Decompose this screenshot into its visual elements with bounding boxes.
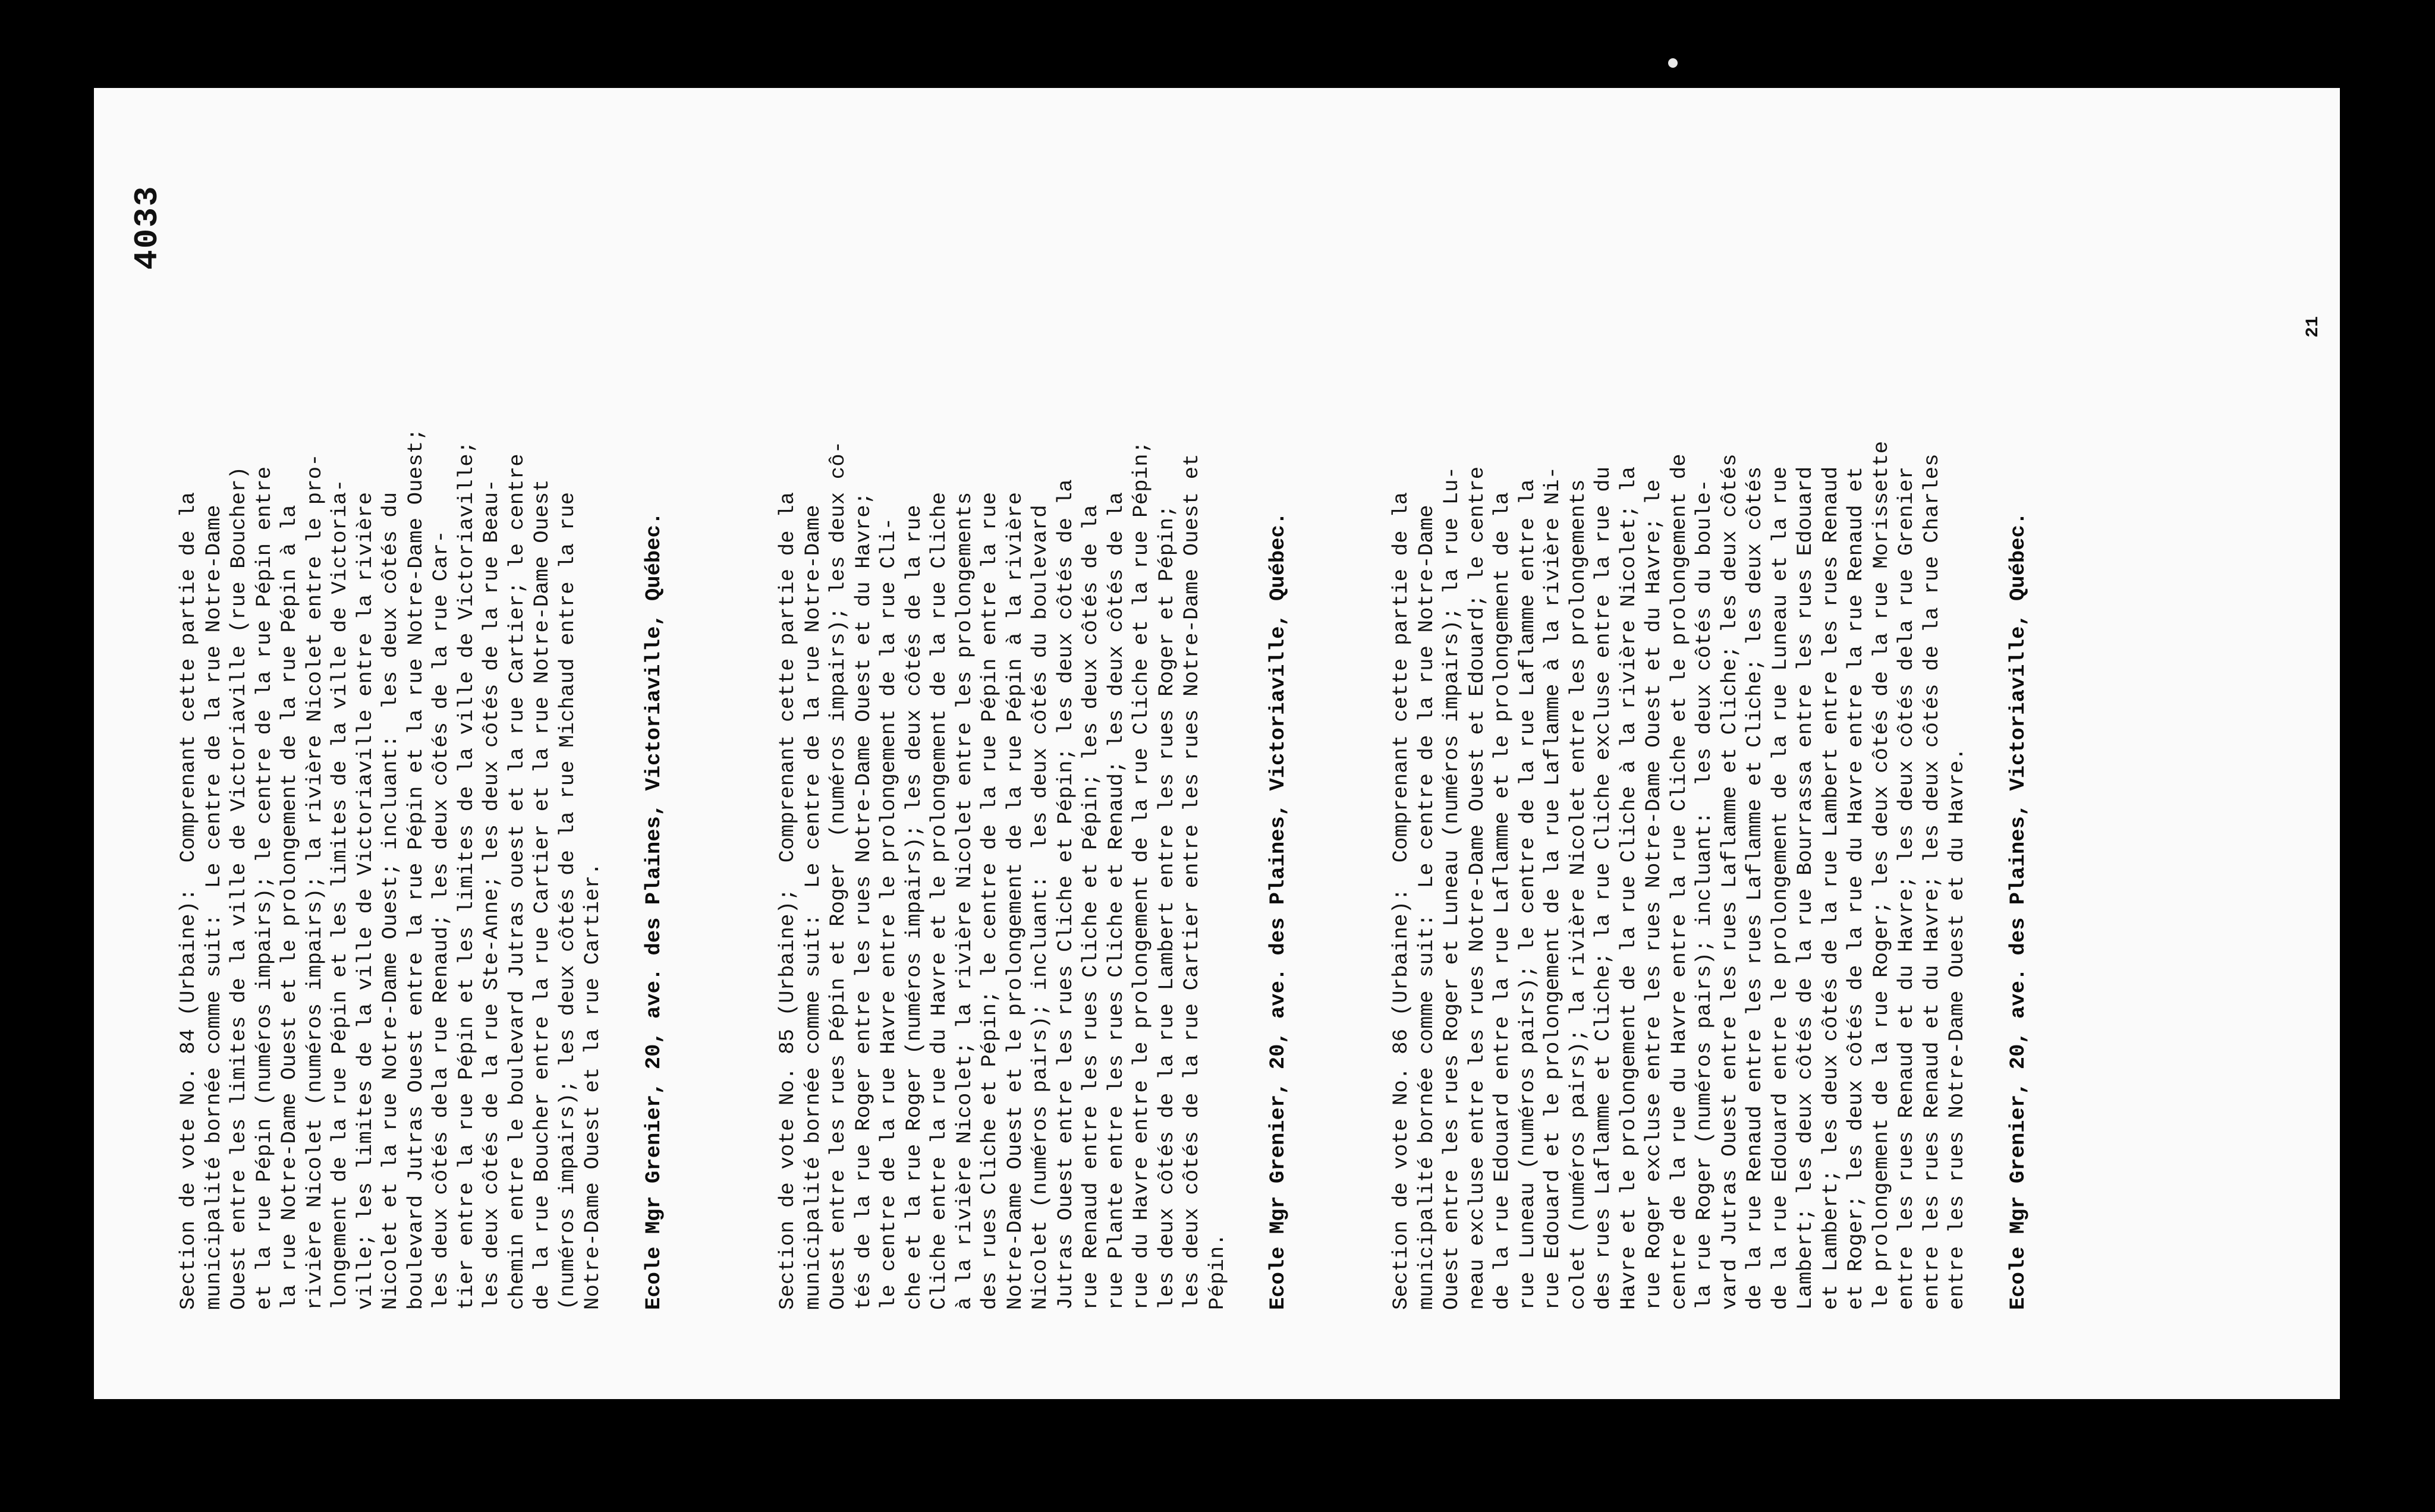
text-line: Jutras Ouest entre les rues Cliche et Pépin; les deux côtés de la — [1053, 479, 1078, 1310]
text-line: Ouest entre les rues Roger et Luneau (numéros impairs); la rue Lu- — [1439, 466, 1464, 1310]
text-line: et Roger; les deux côtés de la rue du Havre entre la rue Renaud et — [1843, 466, 1868, 1310]
text-line: de la rue Edouard entre le prolongement de la rue Luneau et la rue — [1767, 466, 1792, 1310]
text-line: les deux côtés de la rue Lambert entre les rues Roger et Pépin; — [1154, 505, 1179, 1310]
rotated-page-content — [94, 88, 2340, 1399]
document-page — [94, 88, 2340, 1399]
text-line: Havre et le prolongement de la rue Cliche à la rivière Nicolet; la — [1616, 466, 1641, 1310]
text-line: Section de vote No. 85 (Urbaine); Comprenant cette partie de la — [775, 492, 800, 1310]
text-line: municipalité bornée comme suit: Le centre de la rue Notre-Dame — [800, 505, 825, 1310]
voting-section-86 — [1389, 300, 2031, 1310]
text-line: de la rue Edouard entre la rue Laflamme et le prolongement de la — [1490, 492, 1514, 1310]
text-line: et Lambert; les deux côtés de la rue Lambert entre les rues Renaud — [1818, 466, 1843, 1310]
text-line: Nicolet et la rue Notre-Dame Ouest; incluant: les deux côtés du — [378, 492, 402, 1310]
text-line: à la rivière Nicolet; la rivière Nicolet entre les prolongements — [952, 492, 977, 1310]
polling-location: Ecole Mgr Grenier, 20, ave. des Plaines, Victoriaville, Québec. — [641, 512, 666, 1310]
text-line: neau excluse entre les rues Notre-Dame Ouest et Edouard; le centre — [1464, 466, 1489, 1310]
section-description — [775, 300, 1230, 1310]
text-line: Section de vote No. 84 (Urbaine): Comprenant cette partie de la — [176, 492, 200, 1310]
text-line: (numéros impairs); les deux côtés de la rue Michaud entre la rue — [555, 492, 580, 1310]
text-line: Section de vote No. 86 (Urbaine): Comprenant cette partie de la — [1389, 492, 1413, 1310]
text-line: la rue Notre-Dame Ouest et le prolongement de la rue Pépin à la — [277, 505, 301, 1310]
text-line: les deux côtés de la rue Ste-Anne; les deux côtés de la rue Beau- — [479, 479, 504, 1310]
polling-location: Ecole Mgr Grenier, 20, ave. des Plaines, Victoriaville, Québec. — [2005, 512, 2030, 1310]
text-line: tier entre la rue Pépin et les limites de la ville de Victoriaville; — [454, 440, 479, 1310]
text-line: tés de la rue Roger entre les rues Notre-Dame Ouest et du Havre; — [851, 492, 876, 1310]
text-line: les deux côtés dela rue Renaud; les deux côtés de la rue Car- — [429, 530, 453, 1310]
text-line: des rues Laflamme et Cliche; la rue Cliche excluse entre la rue du — [1591, 466, 1615, 1310]
text-line: le prolongement de la rue Roger; les deux côtés de la rue Morissette — [1868, 440, 1893, 1310]
text-line: rue Renaud entre les rues Cliche et Pépin; les deux côtés de la — [1078, 505, 1103, 1310]
section-description — [1389, 300, 1970, 1310]
text-line: entre les rues Renaud et du Havre; les deux côtés de la rue Charles — [1919, 453, 1944, 1310]
text-line: Notre-Dame Ouest et le prolongement de la rue Pépin à la rivière — [1002, 492, 1027, 1310]
text-line: ville; les limites de la ville de Victoriaville entre la rivière — [353, 492, 377, 1310]
text-line: des rues Cliche et Pépin; le centre de la rue Pépin entre la rue — [977, 492, 1002, 1310]
polling-location: Ecole Mgr Grenier, 20, ave. des Plaines, Victoriaville, Québec. — [1266, 512, 1290, 1310]
text-line: et la rue Pépin (numéros impairs); le centre de la rue Pépin entre — [251, 466, 276, 1310]
text-line: les deux côtés de la rue Cartier entre les rues Notre-Dame Ouest et — [1179, 453, 1204, 1310]
text-line: entre les rues Notre-Dame Ouest et du Havre. — [1945, 747, 1969, 1310]
text-line: municipalité bornée comme suit: Le centre de la rue Notre-Dame — [201, 505, 226, 1310]
text-line: chemin entre le boulevard Jutras ouest et la rue Cartier; le centre — [504, 453, 529, 1310]
text-line: Nicolet (numéros pairs); incluant: les deux côtés du boulevard — [1028, 505, 1052, 1310]
page-number-top: 4033 — [128, 185, 166, 270]
text-line: che et la rue Roger (numéros impairs); les deux côtés de la rue — [901, 505, 926, 1310]
text-line: Cliche entre la rue du Havre et le prolongement de la rue Cliche — [927, 492, 951, 1310]
section-description — [176, 300, 606, 1310]
text-line: vard Jutras Ouest entre les rues Laflamme et Cliche; les deux côtés — [1717, 453, 1742, 1310]
voting-section-85 — [775, 300, 1291, 1310]
text-line: de la rue Boucher entre la rue Cartier et la rue Notre-Dame Ouest — [530, 479, 554, 1310]
text-line: municipalité bornée comme suit: Le centre de la rue Notre-Dame — [1414, 505, 1439, 1310]
text-line: entre les rues Renaud et du Havre; les deux côtés dela rue Grenier — [1894, 466, 1918, 1310]
text-line: Ouest entre les limites de la ville de Victoriaville (rue Boucher) — [226, 466, 251, 1310]
text-line: colet (numéros pairs); la rivière Nicolet entre les prolongements — [1565, 479, 1590, 1310]
text-line: rue Luneau (numéros pairs); le centre de la rue Laflamme entre la — [1515, 479, 1540, 1310]
voting-section-84 — [176, 300, 666, 1310]
text-line: rue Plante entre les rues Cliche et Renaud; les deux côtés de la — [1103, 492, 1128, 1310]
page-number-bottom: 21 — [2303, 316, 2323, 338]
text-line: boulevard Jutras Ouest entre la rue Pépin et la rue Notre-Dame Ouest; — [403, 428, 428, 1310]
text-line: la rue Roger (numéros pairs); incluant: les deux côtés du boule- — [1692, 479, 1716, 1310]
text-line: centre de la rue du Havre entre la rue Cliche et le prolongement de — [1666, 453, 1691, 1310]
text-line: Lambert; les deux côtés de la rue Bourrassa entre les rues Edouard — [1793, 466, 1817, 1310]
text-line: Pépin. — [1204, 1233, 1229, 1310]
film-speck — [1668, 58, 1678, 68]
text-line: le centre de la rue Havre entre le prolongement de la rue Cli- — [876, 517, 901, 1310]
text-line: de la rue Renaud entre les rues Laflamme et Cliche; les deux côtés — [1742, 466, 1767, 1310]
text-line: rue Edouard et le prolongement de la rue Laflamme à la rivière Ni- — [1540, 466, 1565, 1310]
text-line: rue du Havre entre le prolongement de la rue Cliche et la rue Pépin; — [1129, 440, 1153, 1310]
text-line: longement de la rue Pépin et les limites de la ville de Victoria- — [328, 479, 352, 1310]
text-line: rivière Nicolet (numéros impairs); la rivière Nicolet entre le pro- — [302, 453, 327, 1310]
text-line: Ouest entre les rues Pépin et Roger (numéros impairs); les deux cô- — [826, 440, 850, 1310]
text-line: rue Roger excluse entre les rues Notre-Dame Ouest et du Havre; le — [1641, 479, 1666, 1310]
text-line: Notre-Dame Ouest et la rue Cartier. — [580, 862, 605, 1310]
